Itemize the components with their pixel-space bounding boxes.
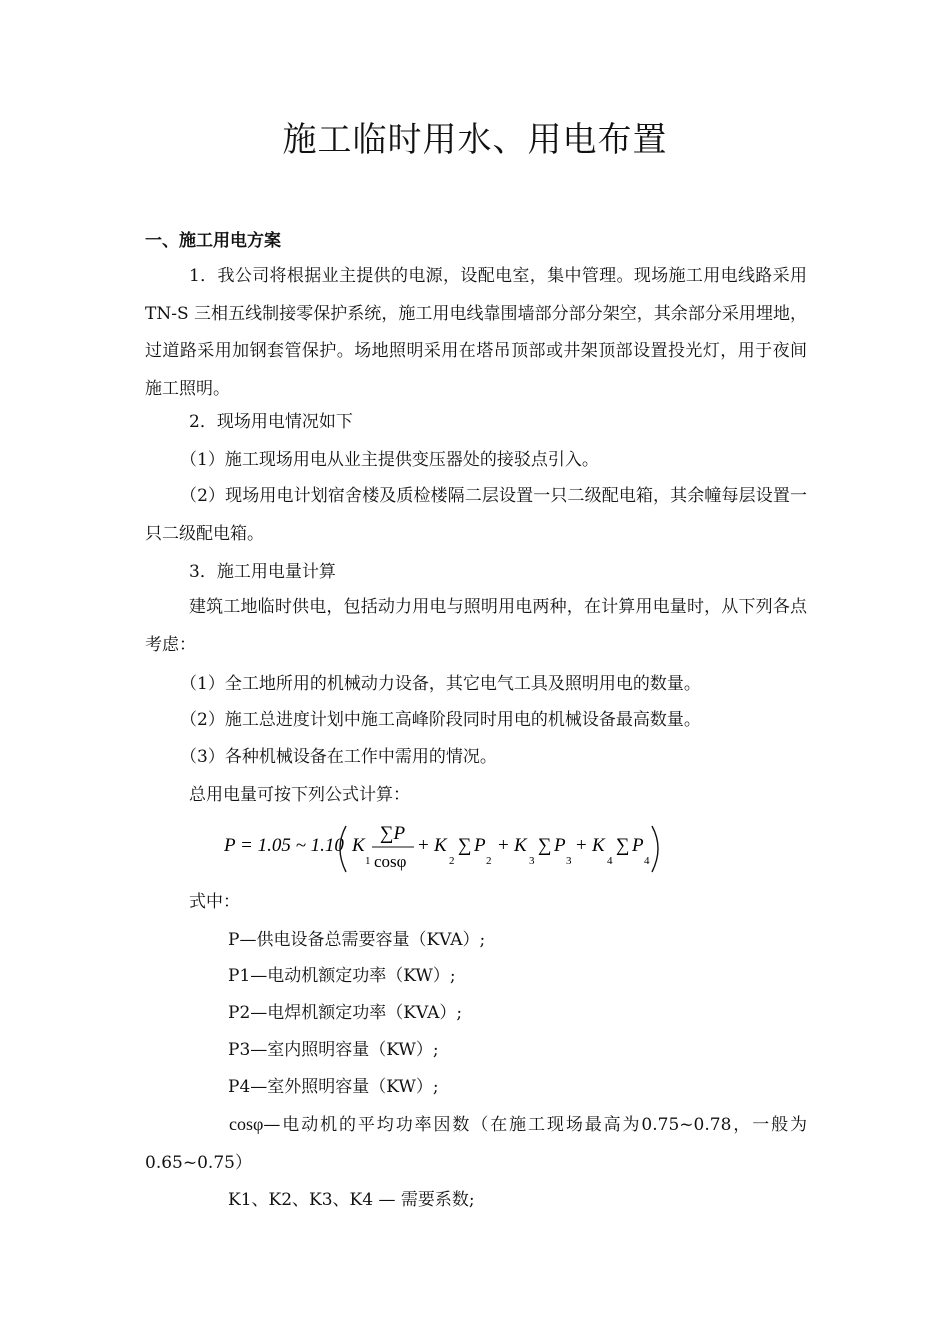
formula-p2-sub: 2 (486, 855, 492, 867)
paragraph-1: 1．我公司将根据业主提供的电源，设配电室，集中管理。现场施工用电线路采用 TN-S 三相五线制接零保护系统，施工用电线靠围墙部分部分架空，其余部分采用埋地，过道路采用加钢套管保护。场地照明采用在塔吊顶部或井架顶部设置投光灯，用于夜间施工照明。 (145, 266, 807, 399)
cos-definition-text: —电动机的平均功率因数（在施工现场最高为0.75~0.78，一般为0.65~0.75） (145, 1115, 807, 1173)
where-label: 式中： (189, 892, 240, 912)
paragraph-3-heading: 3．施工用电量计算 (189, 562, 336, 582)
formula-k4-sub: 4 (607, 855, 613, 867)
plus-2: + (498, 835, 509, 856)
paragraph-3-item-3: （3）各种机械设备在工作中需用的情况。 (180, 747, 497, 767)
paragraph-2-heading: 2．现场用电情况如下 (189, 412, 353, 432)
formula-k1-sub: 1 (365, 855, 371, 867)
formula-p2: P (474, 835, 486, 856)
plus-3: + (576, 835, 587, 856)
formula-intro: 总用电量可按下列公式计算： (189, 785, 410, 805)
paragraph-2-item-1: （1）施工现场用电从业主提供变压器处的接驳点引入。 (180, 450, 599, 470)
paragraph-3-item-2: （2）施工总进度计划中施工高峰阶段同时用电的机械设备最高数量。 (180, 710, 701, 730)
formula-p3-sub: 3 (566, 855, 572, 867)
formula-k1: K (352, 835, 365, 856)
cos-symbol: cosφ (229, 1114, 264, 1134)
formula-k2: K (434, 835, 447, 856)
right-paren (652, 826, 658, 872)
formula-p3: P (554, 835, 566, 856)
formula-p4: P (632, 835, 644, 856)
sum-3: ∑ (538, 835, 552, 856)
sum-2: ∑ (458, 835, 472, 856)
definition-k: K1、K2、K3、K4 — 需要系数; (228, 1190, 475, 1210)
sum-4: ∑ (616, 835, 630, 856)
paragraph-3-item-1: （1）全工地所用的机械动力设备，其它电气工具及照明用电的数量。 (180, 674, 701, 694)
definition-p4: P4—室外照明容量（KW）; (228, 1077, 439, 1097)
formula-lhs: P = 1.05 ~ 1.10 (224, 835, 344, 856)
definition-p2: P2—电焊机额定功率（KVA）; (228, 1003, 463, 1023)
formula-k3-sub: 3 (529, 855, 535, 867)
definition-cos (145, 1106, 807, 1182)
formula-denominator: cosφ (374, 852, 407, 871)
definition-p: P—供电设备总需要容量（KVA）; (228, 930, 486, 950)
definition-p1: P1—电动机额定功率（KW）; (228, 966, 456, 986)
paragraph-2-item-2: （2）现场用电计划宿舍楼及质检楼隔二层设置一只二级配电箱，其余幢每层设置一只二级配电箱。 (145, 486, 807, 544)
formula-p4-sub: 4 (644, 855, 650, 867)
power-formula (224, 818, 674, 878)
formula-numerator: ∑P (380, 823, 406, 844)
formula-k2-sub: 2 (449, 855, 455, 867)
document-title: 施工临时用水、用电布置 (282, 120, 668, 160)
paragraph-3-intro: 建筑工地临时供电，包括动力用电与照明用电两种，在计算用电量时，从下列各点考虑： (145, 597, 807, 655)
formula-k3: K (514, 835, 527, 856)
formula-k4: K (592, 835, 605, 856)
plus-1: + (418, 835, 429, 856)
definition-p3: P3—室内照明容量（KW）; (228, 1040, 439, 1060)
section-heading: 一、施工用电方案 (145, 231, 281, 251)
